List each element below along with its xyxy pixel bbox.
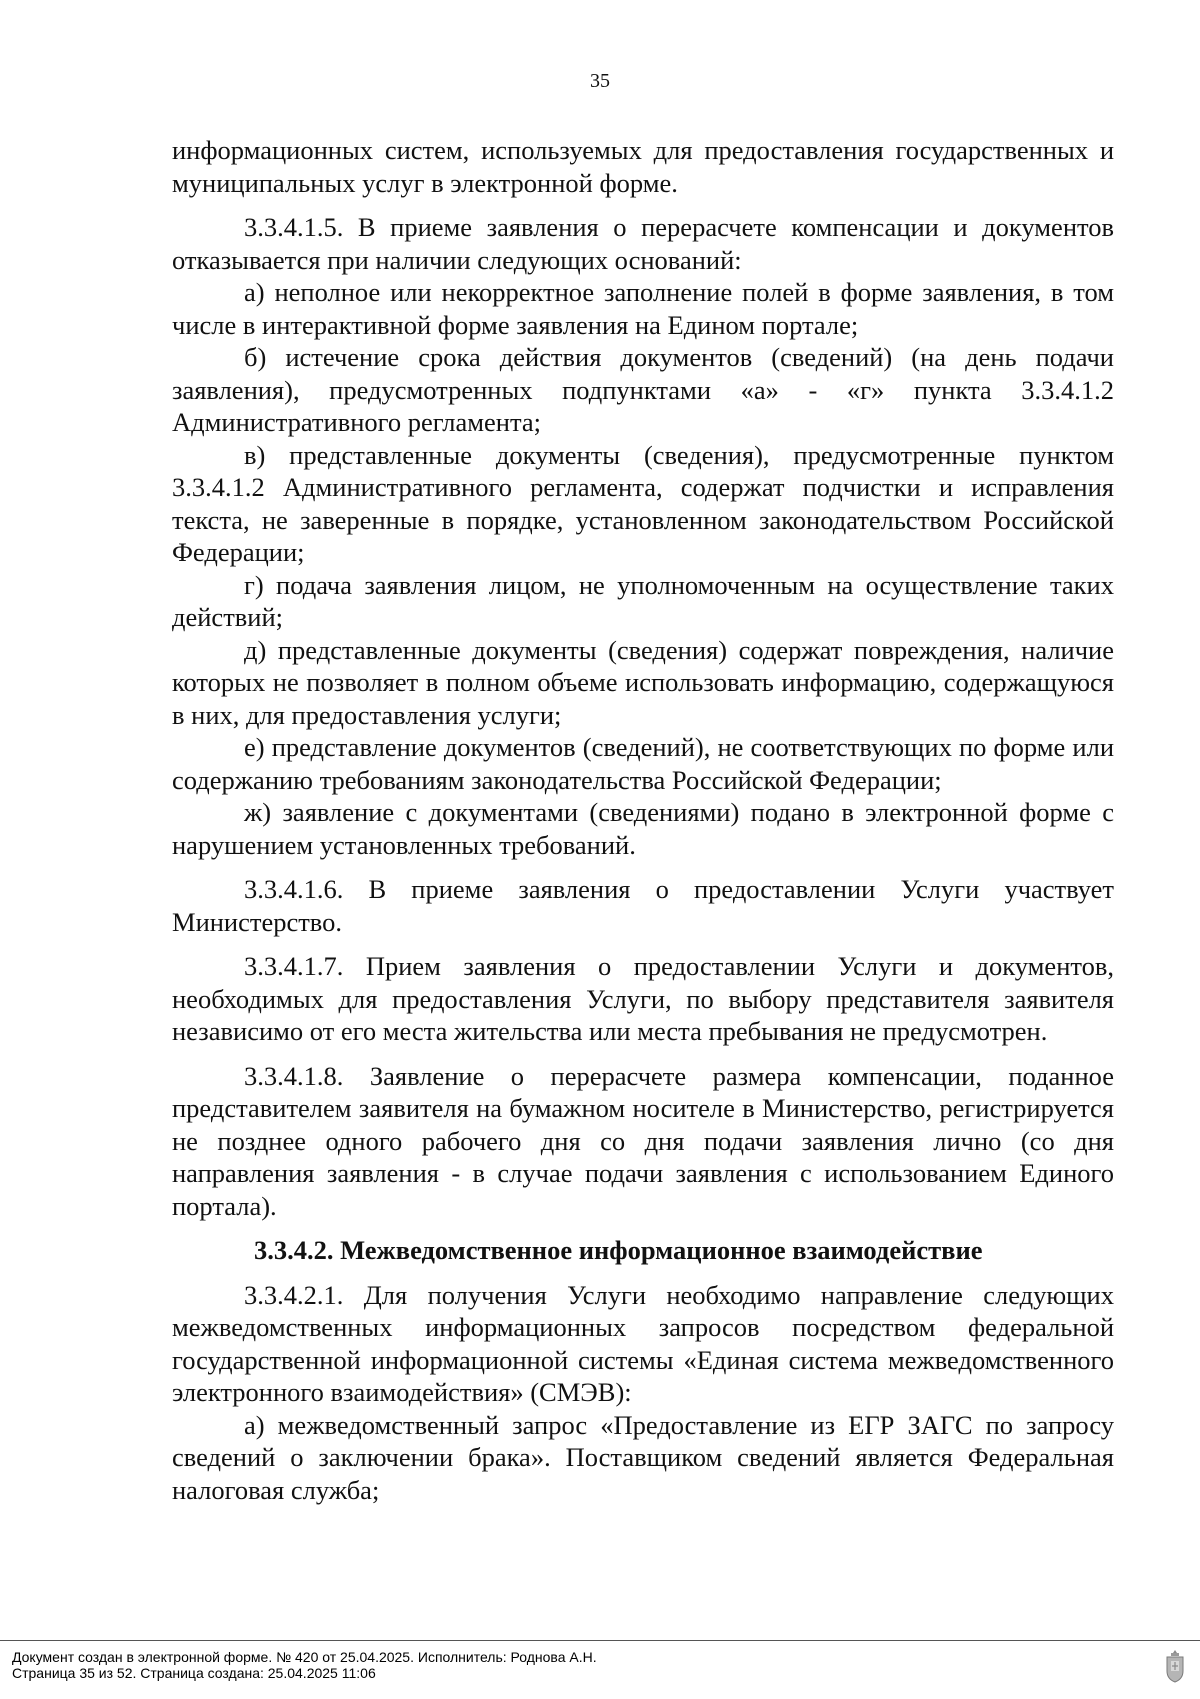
paragraph-continuation: информационных систем, используемых для предоставления государственных и муниципальных услуг в электронной форме.	[172, 135, 1114, 198]
section-heading: 3.3.4.2. Межведомственное информационное взаимодействие	[254, 1235, 983, 1265]
list-item-d: д) представленные документы (сведения) содержат повреждения, наличие которых не позволяет в полном объеме использовать информацию, содержащуюся в них, для предоставления услуги;	[172, 634, 1114, 730]
page-number: 35	[590, 70, 610, 92]
coat-of-arms-icon	[1164, 1649, 1186, 1683]
footer-text	[12, 1649, 597, 1681]
list-item-a: а) неполное или некорректное заполнение полей в форме заявления, в том числе в интерактивной форме заявления на Едином портале;	[172, 277, 1114, 340]
paragraph-3-3-4-2-1: 3.3.4.2.1. Для получения Услуги необходимо направление следующих межведомственных информационных запросов посредством федеральной государственной информационной системы «Единая система межведомственного электронного взаимодействия» (СМЭВ):	[172, 1279, 1114, 1407]
list-item-g: г) подача заявления лицом, не уполномоченным на осуществление таких действий;	[172, 569, 1114, 632]
paragraph-3-3-4-1-8: 3.3.4.1.8. Заявление о перерасчете размера компенсации, поданное представителем заявителя на бумажном носителе в Министерство, регистрируется не позднее одного рабочего дня со дня подачи заявления лично (со дня направления заявления - в случае подачи заявления с использованием Единого портала).	[172, 1060, 1114, 1221]
document-footer	[0, 1640, 1200, 1699]
list-item-v: в) представленные документы (сведения), предусмотренные пунктом 3.3.4.1.2 Административного регламента, содержат подчистки и исправления текста, не заверенные в порядке, установленном законодательством Российской Федерации;	[172, 439, 1114, 567]
paragraph-3-3-4-1-5: 3.3.4.1.5. В приеме заявления о перерасчете компенсации и документов отказывается при наличии следующих оснований:	[172, 212, 1114, 275]
list-item-a-request: а) межведомственный запрос «Предоставление из ЕГР ЗАГС по запросу сведений о заключении брака». Поставщиком сведений является Федеральная налоговая служба;	[172, 1409, 1114, 1505]
document-body	[172, 134, 1114, 1506]
list-item-e: е) представление документов (сведений), не соответствующих по форме или содержанию требованиям законодательства Российской Федерации;	[172, 732, 1114, 795]
paragraph-3-3-4-1-6: 3.3.4.1.6. В приеме заявления о предоставлении Услуги участвует Министерство.	[172, 874, 1114, 937]
paragraph-3-3-4-1-7: 3.3.4.1.7. Прием заявления о предоставлении Услуги и документов, необходимых для предоставления Услуги, по выбору представителя заявителя независимо от его места жительства или места пребывания не предусмотрен.	[172, 951, 1114, 1046]
list-item-b: б) истечение срока действия документов (сведений) (на день подачи заявления), предусмотренных подпунктами «а» - «г» пункта 3.3.4.1.2 Административного регламента;	[172, 342, 1114, 437]
footer-line-document: Документ создан в электронной форме. № 420 от 25.04.2025. Исполнитель: Роднова А.Н.	[12, 1649, 597, 1665]
list-item-zh: ж) заявление с документами (сведениями) подано в электронной форме с нарушением установленных требований.	[172, 797, 1114, 860]
footer-line-page: Страница 35 из 52. Страница создана: 25.04.2025 11:06	[12, 1665, 376, 1681]
